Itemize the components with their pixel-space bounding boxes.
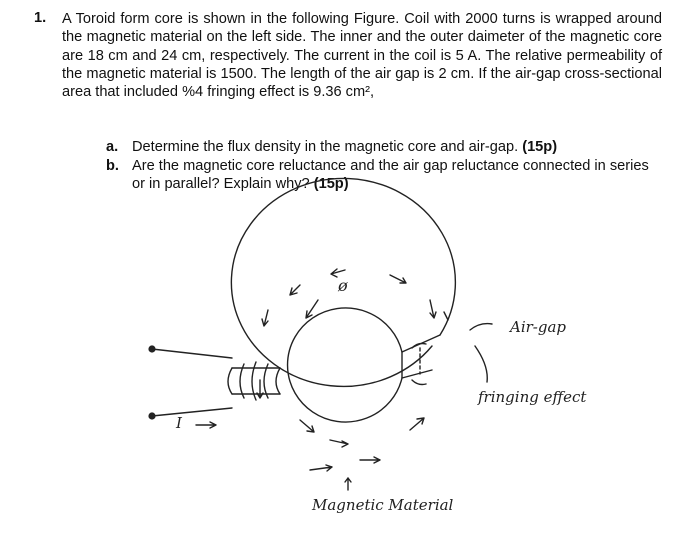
part-b-points: (15p) <box>313 176 349 193</box>
core-inner-edge <box>288 308 402 422</box>
gap-edge-bottom <box>402 370 432 378</box>
current-label: I <box>176 414 182 432</box>
current-arrow <box>196 422 216 428</box>
fringing-label: fringing effect <box>478 388 587 406</box>
coil-winding <box>228 362 280 400</box>
part-a-text: Determine the flux density in the magnetic core and air-gap. <box>132 139 519 155</box>
lead-wire-bottom <box>152 408 232 416</box>
core-pointer <box>345 478 351 490</box>
air-gap-label: Air-gap <box>510 318 567 336</box>
flux-label: ø <box>338 276 348 295</box>
lead-dot-bottom <box>148 412 155 419</box>
part-a-points: (15p) <box>522 139 558 155</box>
part-a-label: a. <box>106 139 119 155</box>
part-b-text: Are the magnetic core reluctance and the air gap reluctance connected in series or in parallel? Explain why? <box>132 158 649 193</box>
fringing-leader <box>475 346 487 382</box>
lead-wire-top <box>152 349 232 358</box>
question-number: 1. <box>34 10 47 26</box>
lead-dot-top <box>148 345 155 352</box>
core-label: Magnetic Material <box>312 496 454 514</box>
air-gap-leader <box>470 324 492 330</box>
part-b-label: b. <box>106 158 119 174</box>
question-text: A Toroid form core is shown in the following Figure. Coil with 2000 turns is wrapped around the magnetic material on the left side. The inner and the outer daimeter of the magnetic core are 18 cm and 24 cm, respectively. The current in the coil is 5 A. The relative permeability of the magnetic material is 1500. The length of the air gap is 2 cm. If the air-gap cross-sectional area that included %4 fringing effect is 9.36 cm², <box>62 11 662 101</box>
